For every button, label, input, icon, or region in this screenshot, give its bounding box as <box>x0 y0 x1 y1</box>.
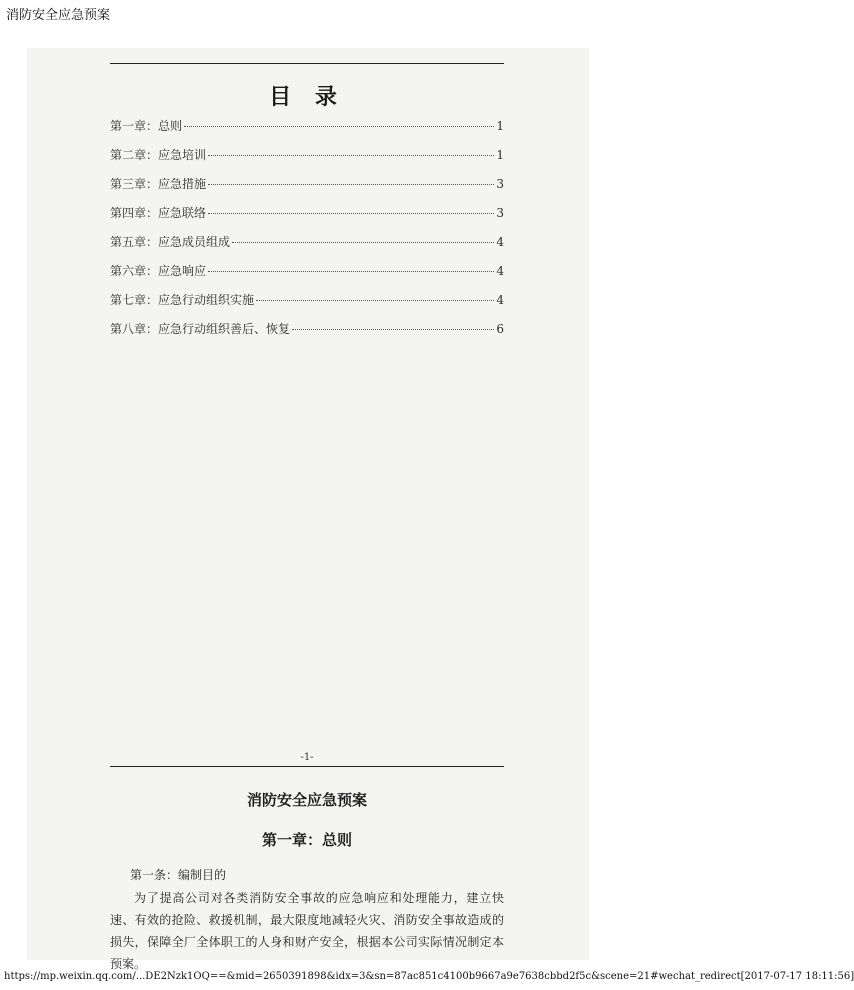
toc-chapter-label: 应急措施 <box>158 177 207 191</box>
toc-entry[interactable] <box>110 320 504 349</box>
toc-chapter-label: 应急培训 <box>158 148 207 162</box>
browser-page-title: 消防安全应急预案 <box>6 8 111 23</box>
toc-title: 目 录 <box>269 85 345 110</box>
toc-leader-dots <box>208 213 494 214</box>
page-break-rule <box>110 766 504 767</box>
toc-leader-dots <box>184 126 494 127</box>
toc-entry[interactable] <box>110 233 504 262</box>
toc-page-number: 1 <box>496 119 504 133</box>
toc-page-number: 6 <box>496 322 504 336</box>
page-number: -1- <box>300 752 314 763</box>
toc-chapter-label: 应急行动组织实施 <box>158 293 255 307</box>
toc-chapter-number: 第六章： <box>110 264 159 278</box>
toc-page-number: 4 <box>496 235 504 249</box>
document-title: 消防安全应急预案 <box>246 791 367 809</box>
chapter-heading: 第一章：总则 <box>261 831 352 849</box>
toc-chapter-number: 第八章： <box>110 322 159 336</box>
toc-entry[interactable] <box>110 175 504 204</box>
toc-chapter-number: 第七章： <box>110 293 159 307</box>
toc-leader-dots <box>208 184 494 185</box>
toc-chapter-label: 应急成员组成 <box>158 235 231 249</box>
toc-leader-dots <box>292 329 494 330</box>
toc-chapter-number: 第三章： <box>110 177 159 191</box>
article-body: 为了提高公司对各类消防安全事故的应急响应和处理能力，建立快速、有效的抢险、救援机制，最大限度地减轻火灾、消防安全事故造成的损失，保障全厂全体职工的人身和财产安全，根据本公司实际情况制定本预案。 <box>110 891 504 971</box>
table-of-contents <box>110 117 504 349</box>
toc-page-number: 4 <box>496 293 504 307</box>
page-url-footer: https://mp.weixin.qq.com/...DE2Nzk1OQ==&mid=2650391898&idx=3&sn=87ac851c4100b9667a9e7638cbbd2f5c&scene=21#wechat_redirect[2017-07-17 18:11:56] <box>4 971 854 982</box>
toc-page-number: 3 <box>496 206 504 220</box>
toc-chapter-label: 应急行动组织善后、恢复 <box>158 322 291 336</box>
toc-chapter-number: 第二章： <box>110 148 159 162</box>
toc-entry[interactable] <box>110 262 504 291</box>
toc-chapter-number: 第一章： <box>110 119 159 133</box>
toc-entry[interactable] <box>110 291 504 320</box>
toc-leader-dots <box>208 271 494 272</box>
toc-entry[interactable] <box>110 117 504 146</box>
toc-leader-dots <box>256 300 494 301</box>
toc-leader-dots <box>232 242 494 243</box>
toc-page-number: 3 <box>496 177 504 191</box>
toc-chapter-label: 总则 <box>158 119 183 133</box>
toc-chapter-number: 第五章： <box>110 235 159 249</box>
toc-entry[interactable] <box>110 146 504 175</box>
toc-leader-dots <box>208 155 494 156</box>
toc-entry[interactable] <box>110 204 504 233</box>
toc-chapter-number: 第四章： <box>110 206 159 220</box>
top-rule <box>110 63 504 64</box>
article-title: 第一条：编制目的 <box>130 868 227 882</box>
toc-chapter-label: 应急响应 <box>158 264 207 278</box>
toc-page-number: 1 <box>496 148 504 162</box>
toc-page-number: 4 <box>496 264 504 278</box>
toc-chapter-label: 应急联络 <box>158 206 207 220</box>
